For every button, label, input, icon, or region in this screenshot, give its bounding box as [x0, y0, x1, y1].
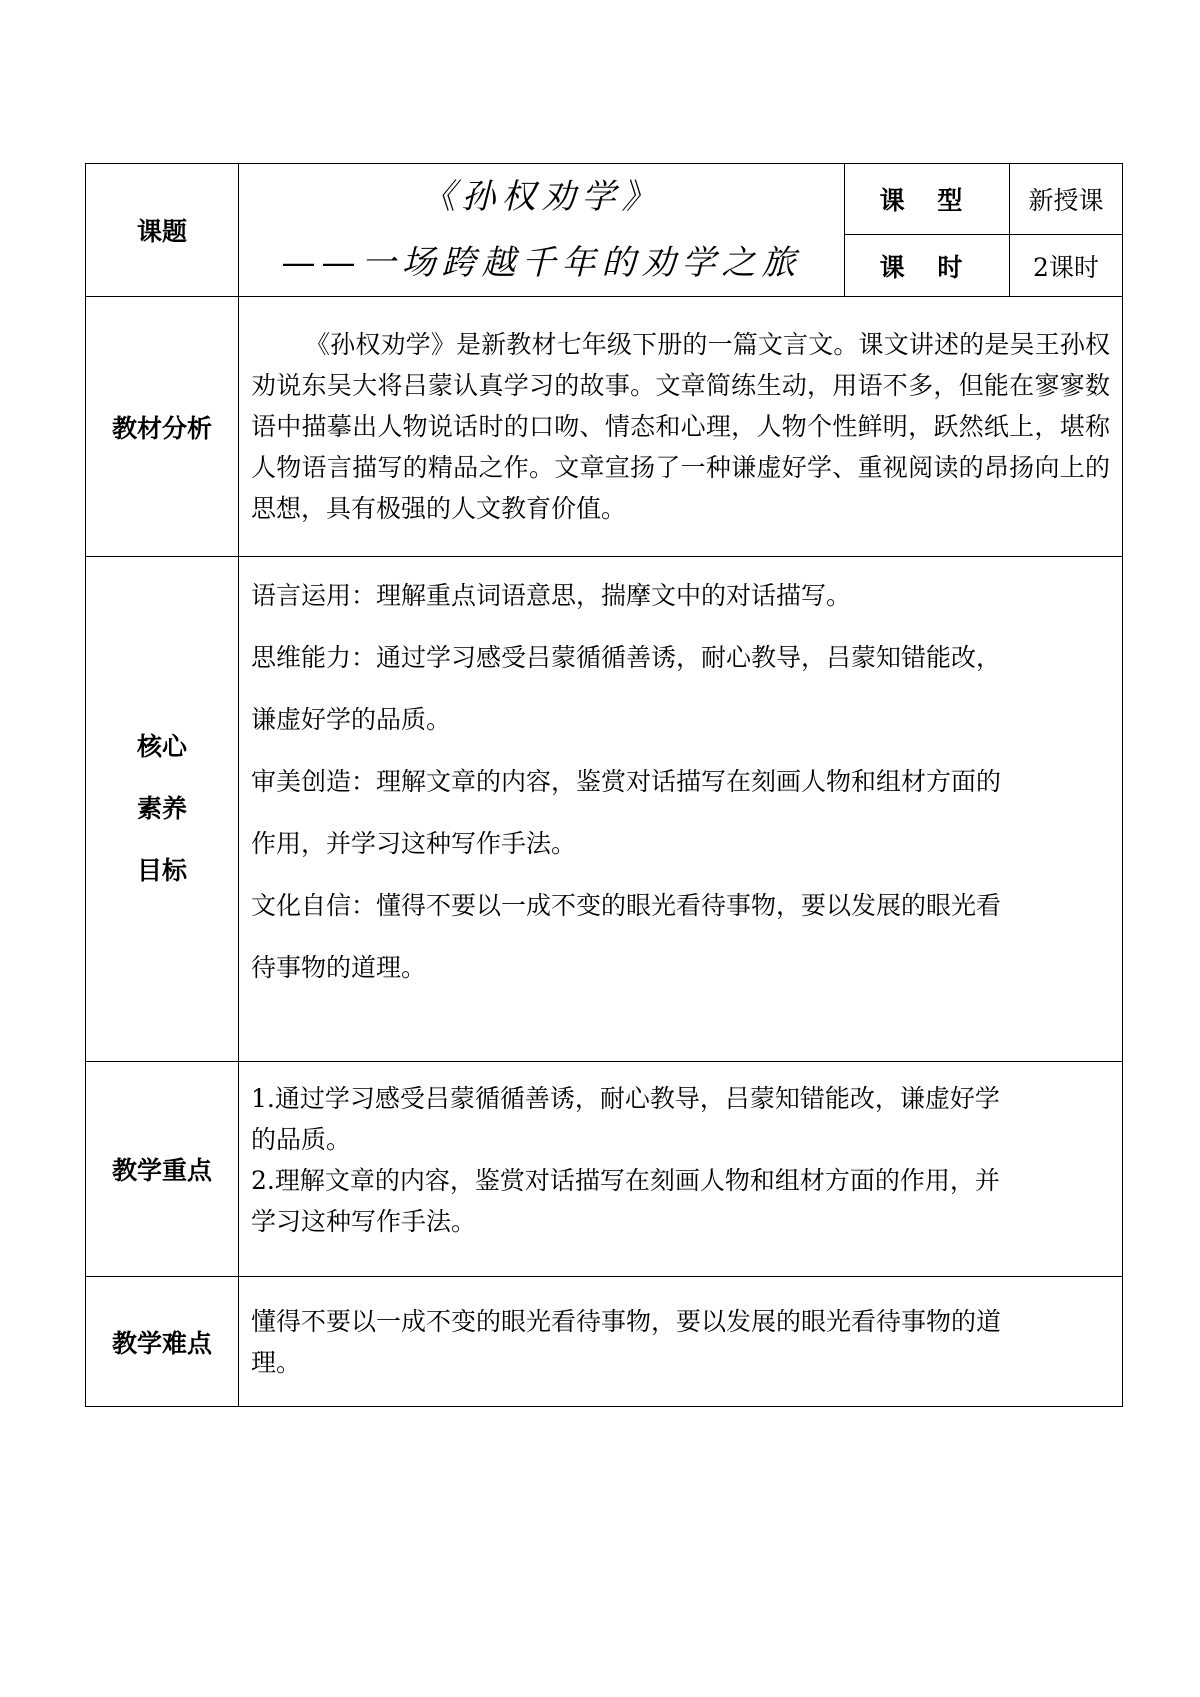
goals-label-line: 核心 [136, 732, 187, 761]
goals-label-line: 目标 [136, 856, 187, 885]
goals-label-line: 素养 [136, 794, 187, 823]
key-points-label: 教学重点 [86, 1062, 239, 1277]
goal-line: 审美创造：理解文章的内容，鉴赏对话描写在刻画人物和组材方面的 [251, 767, 1002, 796]
difficulty-line: 理。 [251, 1347, 302, 1377]
key-point-line: 1.通过学习感受吕蒙循循善诱，耐心教导，吕蒙知错能改，谦虚好学 [251, 1084, 1000, 1113]
lesson-type-label: 课 型 [845, 164, 1010, 235]
analysis-text: 《孙权劝学》是新教材七年级下册的一篇文言文。课文讲述的是吴王孙权劝说东吴大将吕蒙认真学习的故事。文章简练生动，用语不多，但能在寥寥数语中描摹出人物说话时的口吻、情态和心理，人物个性鲜明，跃然纸上，堪称人物语言描写的精品之作。文章宣扬了一种谦虚好学、重视阅读的昂扬向上的思想，具有极强的人文教育价值。 [251, 330, 1110, 523]
difficulties-cell [239, 1277, 1123, 1407]
goals-cell [239, 557, 1123, 1062]
subject-label: 课题 [86, 164, 239, 297]
key-point-line: 的品质。 [251, 1125, 352, 1154]
lesson-title-main: 《孙权劝学》 [421, 177, 662, 217]
goal-line: 语言运用：理解重点词语意思，揣摩文中的对话描写。 [251, 581, 852, 610]
lesson-title [239, 164, 845, 297]
goal-line: 谦虚好学的品质。 [251, 705, 452, 734]
difficulty-line: 懂得不要以一成不变的眼光看待事物，要以发展的眼光看待事物的道 [251, 1306, 1002, 1336]
key-point-line: 2.理解文章的内容，鉴赏对话描写在刻画人物和组材方面的作用，并 [251, 1166, 1000, 1195]
goal-line: 作用，并学习这种写作手法。 [251, 829, 577, 858]
lesson-plan-table [85, 163, 1123, 1407]
lesson-hours-value: 2课时 [1010, 235, 1123, 297]
key-points-cell [239, 1062, 1123, 1277]
lesson-title-subtitle: ——一场跨越千年的劝学之旅 [281, 243, 802, 283]
goal-line: 文化自信：懂得不要以一成不变的眼光看待事物，要以发展的眼光看 [251, 891, 1002, 920]
goals-label [86, 557, 239, 1062]
lesson-type-value: 新授课 [1010, 164, 1123, 235]
goal-line: 思维能力：通过学习感受吕蒙循循善诱，耐心教导，吕蒙知错能改， [251, 643, 1002, 672]
goal-line: 待事物的道理。 [251, 953, 427, 982]
difficulties-label: 教学难点 [86, 1277, 239, 1407]
analysis-cell [239, 297, 1123, 557]
key-point-line: 学习这种写作手法。 [251, 1207, 477, 1236]
lesson-hours-label: 课 时 [845, 235, 1010, 297]
analysis-label: 教材分析 [86, 297, 239, 557]
